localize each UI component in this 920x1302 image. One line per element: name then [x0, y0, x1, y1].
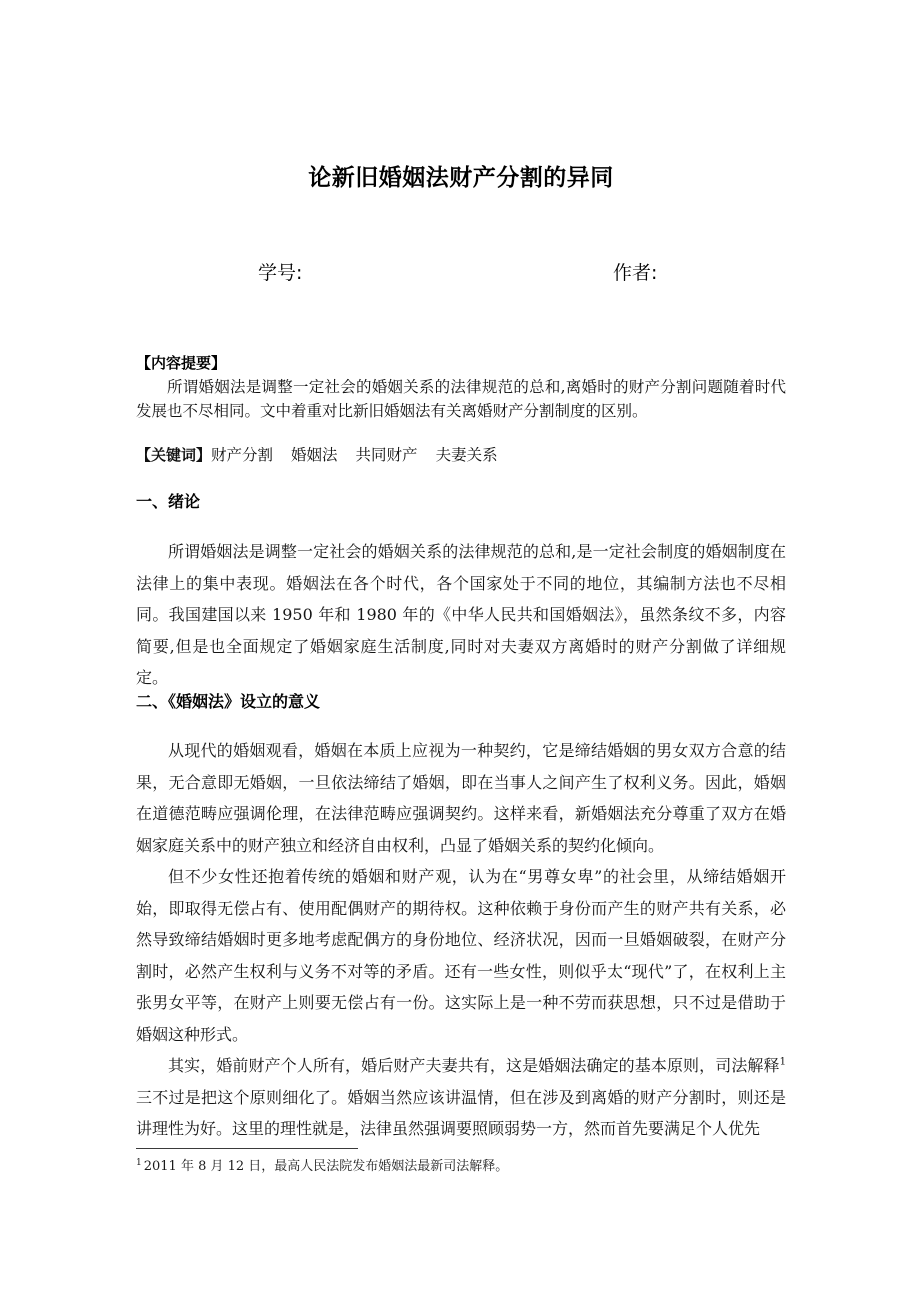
paragraph-text-before-footnote: 其实，婚前财产个人所有，婚后财产夫妻共有，这是婚姻法确定的基本原则，司法解释	[168, 1056, 780, 1075]
paragraph: 所谓婚姻法是调整一定社会的婚姻关系的法律规范的总和,是一定社会制度的婚姻制度在法律上的集中表现。婚姻法在各个时代，各个国家处于不同的地位，其编制方法也不尽相同。我国建国以来 1950 年和 1980 年的《中华人民共和国婚姻法》，虽然条纹不多，内容简要,但是也全面规定了婚姻家庭生活制度,同时对夫妻双方离婚时的财产分割做了详细规定。	[136, 542, 786, 687]
section-1-body	[136, 536, 786, 694]
section-heading-1: 一、绪论	[136, 492, 201, 511]
byline	[136, 258, 786, 288]
abstract-block	[136, 352, 786, 423]
keyword-item: 夫妻关系	[435, 446, 498, 464]
footnote	[136, 1157, 786, 1177]
paragraph: 从现代的婚姻观看，婚姻在本质上应视为一种契约，它是缔结婚姻的男女双方合意的结果，无合意即无婚姻，一旦依法缔结了婚姻，即在当事人之间产生了权利义务。因此，婚姻在道德范畴应强调伦理，在法律范畴应强调契约。这样来看，新婚姻法充分尊重了双方在婚姻家庭关系中的财产独立和经济自由权利，凸显了婚姻关系的契约化倾向。	[136, 741, 786, 855]
paragraph: 但不少女性还抱着传统的婚姻和财产观，认为在“男尊女卑”的社会里，从缔结婚姻开始，即取得无偿占有、使用配偶财产的期待权。这种依赖于身份而产生的财产共有关系，必然导致缔结婚姻时更多地考虑配偶方的身份地位、经济状况，因而一旦婚姻破裂，在财产分割时，必然产生权利与义务不对等的矛盾。还有一些女性，则似乎太“现代”了，在权利上主张男女平等，在财产上则要无偿占有一份。这实际上是一种不劳而获思想，只不过是借助于婚姻这种形式。	[136, 867, 786, 1044]
keywords-line	[136, 443, 786, 467]
footnote-separator-rule	[136, 1148, 358, 1149]
footnote-marker: 1	[136, 1157, 142, 1168]
footnote-text: 2011 年 8 月 12 日，最高人民法院发布婚姻法最新司法解释。	[143, 1159, 509, 1174]
keywords-label: 【关键词】	[136, 446, 212, 464]
keyword-item: 财产分割	[211, 446, 274, 464]
page-title: 论新旧婚姻法财产分割的异同	[308, 165, 614, 191]
paragraph-with-footnote	[136, 1050, 786, 1145]
keyword-item: 婚姻法	[291, 446, 338, 464]
abstract-text: 所谓婚姻法是调整一定社会的婚姻关系的法律规范的总和,离婚时的财产分割问题随着时代发展也不尽相同。文中着重对比新旧婚姻法有关离婚财产分割制度的区别。	[136, 378, 786, 420]
author-label: 作者:	[613, 262, 658, 284]
abstract-label: 【内容提要】	[136, 354, 227, 372]
section-2-body	[136, 735, 786, 1145]
footnote-area	[136, 1148, 786, 1177]
paragraph-text-after-footnote: 三不过是把这个原则细化了。婚姻当然应该讲温情，但在涉及到离婚的财产分割时，则还是讲理性为好。这里的理性就是，法律虽然强调要照顾弱势一方，然而首先要满足个人优先	[136, 1087, 786, 1138]
keyword-item: 共同财产	[355, 446, 418, 464]
section-heading-2: 二、《婚姻法》设立的意义	[136, 692, 321, 711]
footnote-reference-marker[interactable]: 1	[779, 1056, 786, 1068]
student-id-label: 学号:	[258, 262, 303, 284]
